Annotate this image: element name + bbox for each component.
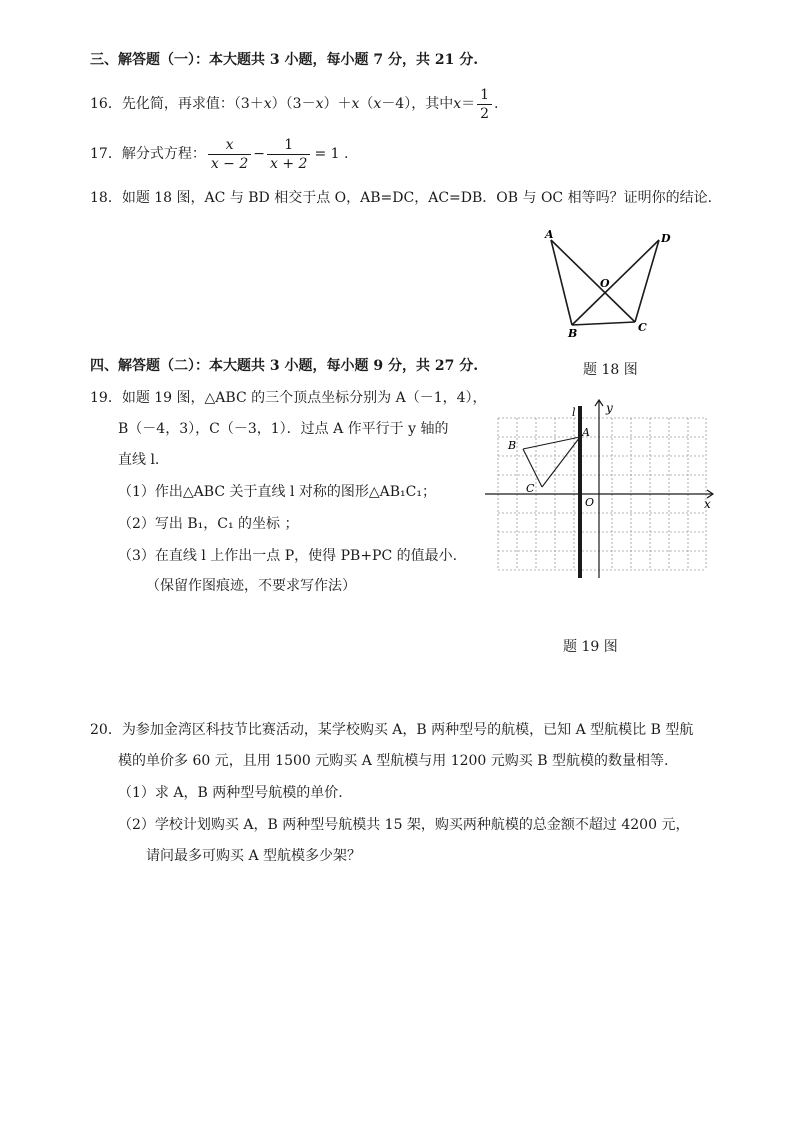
fraction-denominator: x − 2 — [210, 155, 249, 172]
question-20-text-1: 为参加金湾区科技节比赛活动，某学校购买 A，B 两种型号的航模，已知 A 型航模比 B 型航 — [121, 722, 694, 738]
question-16-number: 16． — [90, 96, 122, 112]
fraction-numerator: x — [208, 136, 251, 155]
point-label-a: A — [582, 426, 590, 439]
section-4-heading: 四、解答题（二）：本大题共 3 小题，每小题 9 分，共 27 分. — [90, 358, 479, 374]
point-label-b: B — [508, 439, 517, 452]
line-l-label: l — [572, 406, 576, 419]
segment-ac — [551, 240, 635, 322]
question-18 — [90, 188, 712, 208]
equals-sign: ＝ — [461, 96, 476, 112]
question-19-part-2: （2）写出 B₁，C₁ 的坐标 ； — [118, 516, 299, 532]
var-x: x — [373, 96, 382, 112]
y-axis-label: y — [606, 401, 613, 415]
question-19-text-1: 如题 19 图，△ABC 的三个顶点坐标分别为 A（－1，4）， — [121, 390, 487, 406]
point-label-c: C — [526, 482, 535, 495]
question-17 — [90, 132, 348, 176]
question-18-number: 18． — [90, 190, 122, 206]
segment-bc — [572, 322, 635, 325]
point-label-o: O — [600, 277, 610, 290]
figure-18-caption: 题 18 图 — [583, 362, 638, 378]
question-18-text: 如题 18 图，AC 与 BD 相交于点 O，AB=DC，AC=DB．OB 与 OC 相等吗？证明你的结论. — [121, 190, 713, 206]
fraction-one-half — [477, 86, 492, 123]
point-label-a: A — [545, 228, 554, 241]
question-20-part-2-continued: 请问最多可购买 A 型航模多少架？ — [146, 848, 362, 864]
point-label-b: B — [568, 327, 578, 340]
question-20-line-1 — [90, 720, 693, 740]
question-17-text: 解分式方程： — [121, 146, 206, 162]
question-16-text-e: －4），其中 — [381, 96, 454, 112]
question-20-part-1: （1）求 A，B 两种型号航模的单价. — [118, 785, 343, 801]
fraction-numerator: 1 — [477, 86, 492, 105]
question-19-line-2: B（－4，3），C（－3，1）．过点 A 作平行于 y 轴的 — [118, 421, 449, 437]
period: . — [494, 96, 499, 112]
question-16 — [90, 84, 499, 124]
equation-rhs: = 1 . — [314, 146, 349, 162]
segment-ab — [551, 240, 572, 325]
question-19-line-3: 直线 l. — [118, 452, 160, 468]
var-x: x — [351, 96, 360, 112]
question-20-part-2: （2）学校计划购买 A，B 两种型号航模共 15 架，购买两种航模的总金额不超过 4200 元， — [118, 817, 690, 833]
point-label-d: D — [661, 232, 671, 245]
fraction-denominator: x + 2 — [270, 155, 308, 172]
figure-19-caption: 题 19 图 — [563, 639, 618, 655]
question-19-part-1: （1）作出△ABC 关于直线 l 对称的图形△AB₁C₁； — [118, 484, 436, 500]
point-label-c: C — [638, 321, 647, 334]
fraction-1-over-x-plus-2 — [267, 136, 310, 173]
question-16-text-d: （ — [359, 96, 374, 112]
fraction-denominator: 2 — [480, 105, 490, 122]
question-19-note: （保留作图痕迹，不要求写作法） — [146, 578, 356, 594]
minus-sign: − — [253, 146, 265, 162]
fraction-x-over-x-minus-2 — [208, 136, 251, 173]
x-axis-label: x — [704, 497, 711, 511]
var-x: x — [263, 96, 272, 112]
section-3-heading: 三、解答题（一）：本大题共 3 小题，每小题 7 分，共 21 分. — [90, 52, 479, 68]
question-16-text-a: 先化简，再求值：（3＋ — [121, 96, 264, 112]
var-x: x — [315, 96, 324, 112]
question-19-line-1 — [90, 388, 487, 408]
question-17-number: 17． — [90, 146, 122, 162]
var-x: x — [453, 96, 462, 112]
origin-label: O — [585, 496, 595, 509]
question-20-line-2: 模的单价多 60 元，且用 1500 元购买 A 型航模与用 1200 元购买 B 型航模的数量相等. — [118, 753, 669, 769]
question-20-number: 20． — [90, 722, 122, 738]
question-16-text-c: ）＋ — [323, 96, 352, 112]
question-19-part-3: （3）在直线 l 上作出一点 P，使得 PB+PC 的值最小. — [118, 548, 458, 564]
question-19-number: 19． — [90, 390, 122, 406]
figure-18-diagram — [535, 225, 680, 340]
figure-19-coordinate-grid — [485, 392, 720, 582]
fraction-numerator: 1 — [267, 136, 310, 155]
question-16-text-b: ）（3－ — [271, 96, 316, 112]
triangle-abc — [523, 437, 580, 487]
